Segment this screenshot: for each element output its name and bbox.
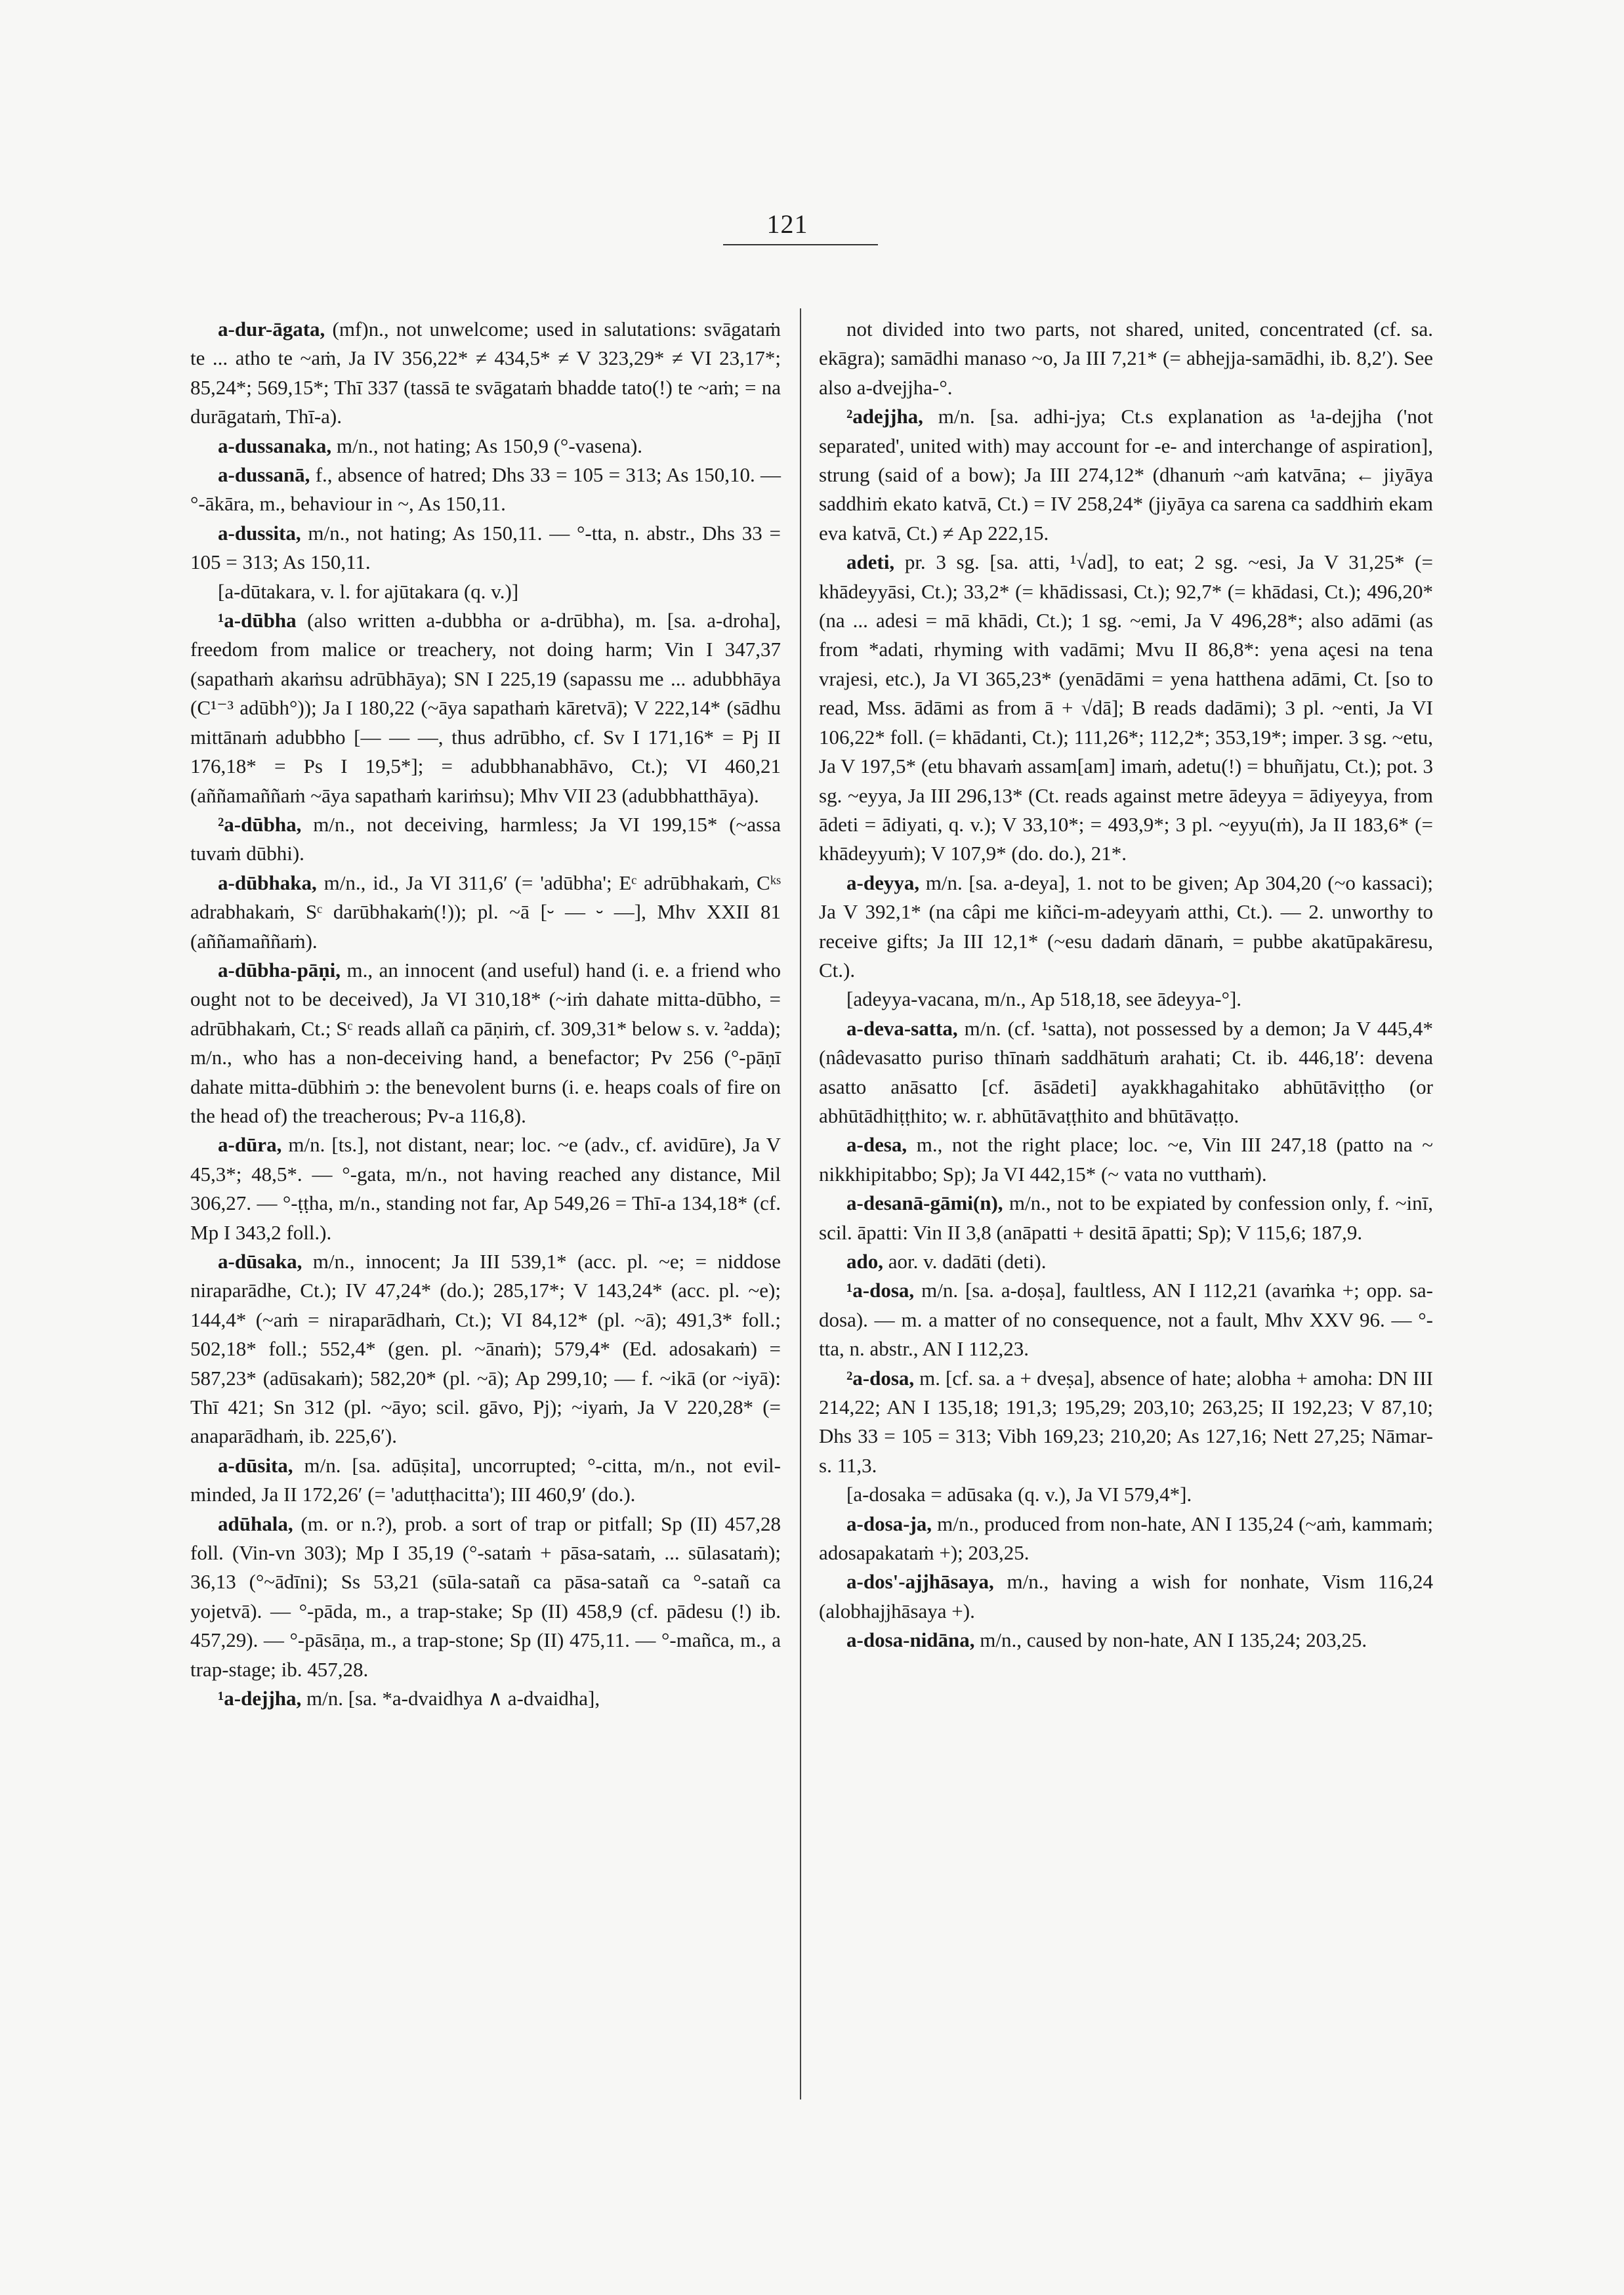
entry-definition: m. [cf. sa. a + dveṣa], absence of hate; alobha + amoha: DN III 214,22; AN I 135,18; 191,3; 195,29; 203,10; 263,25; II 192,23; V 87,10; Dhs 33 = 105 = 313; Vibh 169,23; 210,20; As 127,16; Nett 27,25; Nāmar-s. 11,3. [819, 1366, 1433, 1477]
entry-headword: a-desa, [846, 1133, 907, 1157]
entry-definition: m/n., not hating; As 150,9 (°-vasena). [331, 434, 643, 457]
entry-headword: a-dūbhaka, [218, 871, 317, 894]
page-number: 121 [766, 209, 808, 239]
column-divider [800, 308, 801, 2099]
dictionary-entry [190, 1684, 781, 1713]
entry-headword: a-dosa-nidāna, [846, 1628, 975, 1652]
entry-definition: m., not the right place; loc. ~e, Vin III 247,18 (patto na ~ nikkhipitabbo; Sp); Ja VI 442,15* (~ vata no vutthaṁ). [819, 1133, 1433, 1186]
dictionary-entry [190, 1247, 781, 1451]
entry-headword: a-dussanā, [218, 463, 310, 487]
dictionary-entry [190, 869, 781, 956]
entry-headword: ¹a-dūbha [218, 609, 297, 632]
entry-definition: (m. or n.?), prob. a sort of trap or pitfall; Sp (II) 457,28 foll. (Vin-vn 303); Mp I 35,19 (°-sataṁ + pāsa-sataṁ, ... sūlasataṁ); 36,13 (°~ādīni); Ss 53,21 (sūla-satañ ca pāsa-satañ ca °-satañ ca yojetvā). — °-pāda, m., a trap-stake; Sp (II) 458,9 (cf. pādesu (!) ib. 457,29). — °-pāsāṇa, m., a trap-stone; Sp (II) 475,11. — °-mañca, m., a trap-stage; ib. 457,28. [190, 1512, 781, 1681]
dictionary-entry [819, 1510, 1433, 1568]
entry-definition: m/n., not deceiving, harmless; Ja VI 199,15* (~assa tuvaṁ dūbhi). [190, 812, 781, 865]
dictionary-entry [819, 1130, 1433, 1189]
page-number-rule [723, 244, 878, 245]
dictionary-entry [819, 1364, 1433, 1481]
entry-headword: a-dur-āgata, [218, 318, 325, 341]
entry-definition: m/n. [sa. a-deya], 1. not to be given; Ap 304,20 (~o kassaci); Ja V 392,1* (na câpi me kiñci-m-adeyyaṁ atthi, Ct.). — 2. unworthy to receive gifts; Ja III 12,1* (~esu dadaṁ dānaṁ, = pubbe akatūpakāresu, Ct.). [819, 871, 1433, 982]
dictionary-entry [190, 1451, 781, 1510]
entry-definition: m/n., having a wish for nonhate, Vism 116,24 (alobhajjhāsaya +). [819, 1570, 1433, 1623]
entry-definition: m/n. [sa. adhi-jya; Ct.s explanation as ¹a-dejjha ('not separated', united with) may account for -e- and interchange of aspiration], strung (said of a bow); Ja III 274,12* (dhanuṁ ~aṁ katvāna; ← jiyāya saddhiṁ ekato katvā, Ct.) = IV 258,24* (jiyāya ca sarena ca saddhiṁ ekam eva katvā, Ct.) ≠ Ap 222,15. [819, 405, 1433, 545]
entry-headword: a-deva-satta, [846, 1016, 958, 1040]
dictionary-entry [819, 315, 1433, 402]
entry-definition: m/n., caused by non-hate, AN I 135,24; 203,25. [974, 1628, 1367, 1652]
entry-definition: (mf)n., not unwelcome; used in salutations: svāgataṁ te ... atho te ~aṁ, Ja IV 356,22* ≠ 434,5* ≠ V 323,29* ≠ VI 23,17*; 85,24*; 569,15*; Thī 337 (tassā te svāgataṁ bhadde tato(!) te ~aṁ; = na durāgataṁ, Thī-a). [190, 318, 781, 428]
entry-definition: f., absence of hatred; Dhs 33 = 105 = 313; As 150,10. — °-ākāra, m., behaviour in ~, As 150,11. [190, 463, 781, 516]
entry-headword: ²a-dūbha, [218, 812, 302, 836]
entry-definition: m/n., produced from non-hate, AN I 135,24 (~aṁ, kammaṁ; adosapakataṁ +); 203,25. [819, 1512, 1433, 1565]
dictionary-entry [190, 461, 781, 519]
dictionary-entry [819, 1247, 1433, 1276]
entry-definition: m/n., id., Ja VI 311,6′ (= 'adūbha'; Eᶜ adrūbhakaṁ, Cᵏˢ adrabhakaṁ, Sᶜ darūbhakaṁ(!)); pl. ~ā [⏑ — ⏑ —], Mhv XXII 81 (aññamaññaṁ). [190, 871, 781, 953]
entry-definition: [adeyya-vacana, m/n., Ap 518,18, see ādeyya-°]. [846, 987, 1242, 1011]
dictionary-entry [190, 519, 781, 577]
dictionary-entry [190, 315, 781, 432]
entry-definition: m/n. [sa. a-doṣa], faultless, AN I 112,21 (avaṁka +; opp. sa-dosa). — m. a matter of no consequence, not a fault, Mhv XXV 96. — °-tta, n. abstr., AN I 112,23. [819, 1279, 1433, 1361]
dictionary-entry [190, 1130, 781, 1247]
entry-headword: a-dussanaka, [218, 434, 332, 457]
left-column [190, 315, 781, 1714]
entry-definition: m/n. [sa. *a-dvaidhya ∧ a-dvaidha], [301, 1687, 600, 1710]
right-column [819, 315, 1433, 1655]
dictionary-entry [819, 1480, 1433, 1509]
entry-headword: ²a-dosa, [846, 1366, 915, 1390]
dictionary-entry [190, 956, 781, 1130]
dictionary-entry [190, 577, 781, 606]
entry-definition: m/n., not hating; As 150,11. — °-tta, n. abstr., Dhs 33 = 105 = 313; As 150,11. [190, 521, 781, 574]
entry-definition: [a-dosaka = adūsaka (q. v.), Ja VI 579,4*]. [846, 1483, 1192, 1506]
entry-headword: a-dūra, [218, 1133, 282, 1157]
entry-headword: adūhala, [218, 1512, 293, 1535]
entry-definition: [a-dūtakara, v. l. for ajūtakara (q. v.)] [218, 579, 519, 603]
dictionary-entry [819, 985, 1433, 1014]
entry-headword: a-dosa-ja, [846, 1512, 932, 1535]
dictionary-entry [819, 1276, 1433, 1363]
dictionary-entry [819, 1189, 1433, 1247]
entry-definition: m/n., innocent; Ja III 539,1* (acc. pl. ~e; = niddose niraparādhe, Ct.); IV 47,24* (do.); 285,17*; V 143,24* (acc. pl. ~e); 144,4* (~aṁ = niraparādhaṁ, Ct.); VI 84,12* (pl. ~ā); 491,3* foll.; 502,18* foll.; 552,4* (gen. pl. ~ānaṁ); 579,4* (Ed. adosakaṁ) = 587,23* (adūsakaṁ); 582,20* (pl. ~ā); Ap 299,10; — f. ~ikā (or ~iyā): Thī 421; Sn 312 (pl. ~āyo; scil. gāvo, Pj); ~iyaṁ, Ja V 220,28* (= anaparādhaṁ, ib. 225,6′). [190, 1250, 781, 1448]
entry-headword: ²adejjha, [846, 405, 923, 428]
entry-definition: m/n., not to be expiated by confession only, f. ~inī, scil. āpatti: Vin II 3,8 (anāpatti + desitā āpatti; Sp); V 115,6; 187,9. [819, 1191, 1433, 1244]
dictionary-entry [190, 810, 781, 869]
dictionary-entry [819, 548, 1433, 868]
entry-headword: adeti, [846, 550, 895, 574]
entry-headword: a-dūbha-pāṇi, [218, 958, 341, 982]
entry-definition: m/n. [sa. adūṣita], uncorrupted; °-citta, m/n., not evil-minded, Ja II 172,26′ (= 'adutṭhacitta'); III 460,9′ (do.). [190, 1453, 781, 1506]
entry-definition: m/n. (cf. ¹satta), not possessed by a demon; Ja V 445,4* (nâdevasatto puriso thīnaṁ saddhātuṁ arahati; Ct. ib. 446,18′: devena asatto anāsatto [cf. āsādeti] ayakkhagahitako abhūtāviṭṭho (or abhūtādhiṭṭhito; w. r. abhūtāvaṭṭhito and bhūtāvaṭṭo. [819, 1016, 1433, 1127]
dictionary-entry [190, 432, 781, 461]
entry-definition: aor. v. dadāti (deti). [883, 1250, 1047, 1273]
entry-headword: ¹a-dosa, [846, 1279, 915, 1302]
entry-definition: m/n. [ts.], not distant, near; loc. ~e (adv., cf. avidūre), Ja V 45,3*; 48,5*. — °-gata, m/n., not having reached any distance, Mil 306,27. — °-ṭṭha, m/n., standing not far, Ap 549,26 = Thī-a 134,18* (cf. Mp I 343,2 foll.). [190, 1133, 781, 1244]
dictionary-entry [190, 1510, 781, 1684]
entry-headword: a-dūsaka, [218, 1250, 302, 1273]
entry-headword: a-dos'-ajjhāsaya, [846, 1570, 994, 1594]
entry-definition: m., an innocent (and useful) hand (i. e. a friend who ought not to be deceived), Ja VI 310,18* (~iṁ dahate mitta-dūbho, = adrūbhakaṁ, Ct.; Sᶜ reads allañ ca pāṇiṁ, cf. 309,31* below s. v. ²adda); m/n., who has a non-deceiving hand, a benefactor; Pv 256 (°-pāṇī dahate mitta-dūbhiṁ ↄ: the benevolent burns (i. e. heaps coals of fire on the head of) the treacherous; Pv-a 116,8). [190, 958, 781, 1127]
entry-definition: (also written a-dubbha or a-drūbha), m. [sa. a-droha], freedom from malice or treachery, not doing harm; Vin I 347,37 (sapathaṁ akaṁsu adrūbhāya); SN I 225,19 (sapassu me ... adubbhāya (C¹⁻³ adūbh°)); Ja I 180,22 (~āya sapathaṁ kāretvā); V 222,14* (sādhu mittānaṁ adubbho [— — —, thus adrūbho, cf. Sv I 171,16* = Pj II 176,18* = Ps I 19,5*]; = adubbhanabhāvo, Ct.); VI 460,21 (aññamaññaṁ ~āya sapathaṁ kariṁsu); Mhv VII 23 (adubbhatthāya). [190, 609, 781, 807]
dictionary-entry [819, 402, 1433, 548]
dictionary-entry [819, 1626, 1433, 1655]
dictionary-entry [819, 1014, 1433, 1131]
entry-headword: a-dūsita, [218, 1453, 293, 1477]
entry-headword: a-deyya, [846, 871, 920, 894]
entry-definition: pr. 3 sg. [sa. atti, ¹√ad], to eat; 2 sg. ~esi, Ja V 31,25* (= khādeyyāsi, Ct.); 33,2* (= khādissasi, Ct.); 92,7* (= khādasi, Ct.); 496,20* (na ... adesi = mā khādi, Ct.); 1 sg. ~emi, Ja V 496,28*; also adāmi (as from *adati, rhyming with vadāmi; Mvu II 86,8*: yena açesi na tena vrajesi, etc.), Ja VI 365,23* (yenādāmi = yena hatthena adāmi, Ct. [so to read, Mss. ādāmi as from ā + √dā]; B reads dadāmi); 3 pl. ~enti, Ja VI 106,22* foll. (= khādanti, Ct.); 111,26*; 112,2*; 353,19*; imper. 3 sg. ~etu, Ja V 197,5* (etu bhavaṁ assam[am] imaṁ, adetu(!) = bhuñjatu, Ct.); pot. 3 sg. ~eyya, Ja III 296,13* (Ct. reads against metre ādeyya = ādiyeyya, from ādeti = ādiyati, q. v.); V 33,10*; = 493,9*; 3 pl. ~eyyu(ṁ), Ja II 183,6* (= khādeyyuṁ); V 107,9* (do. do.), 21*. [819, 550, 1433, 865]
entry-headword: ado, [846, 1250, 883, 1273]
entry-definition: not divided into two parts, not shared, united, concentrated (cf. sa. ekāgra); samādhi manaso ~o, Ja III 7,21* (= abhejja-samādhi, ib. 8,2′). See also a-dvejjha-°. [819, 318, 1433, 399]
dictionary-entry [819, 869, 1433, 985]
dictionary-entry [190, 606, 781, 810]
entry-headword: a-desanā-gāmi(n), [846, 1191, 1003, 1215]
dictionary-entry [819, 1567, 1433, 1626]
entry-headword: a-dussita, [218, 521, 301, 545]
entry-headword: ¹a-dejjha, [218, 1687, 302, 1710]
